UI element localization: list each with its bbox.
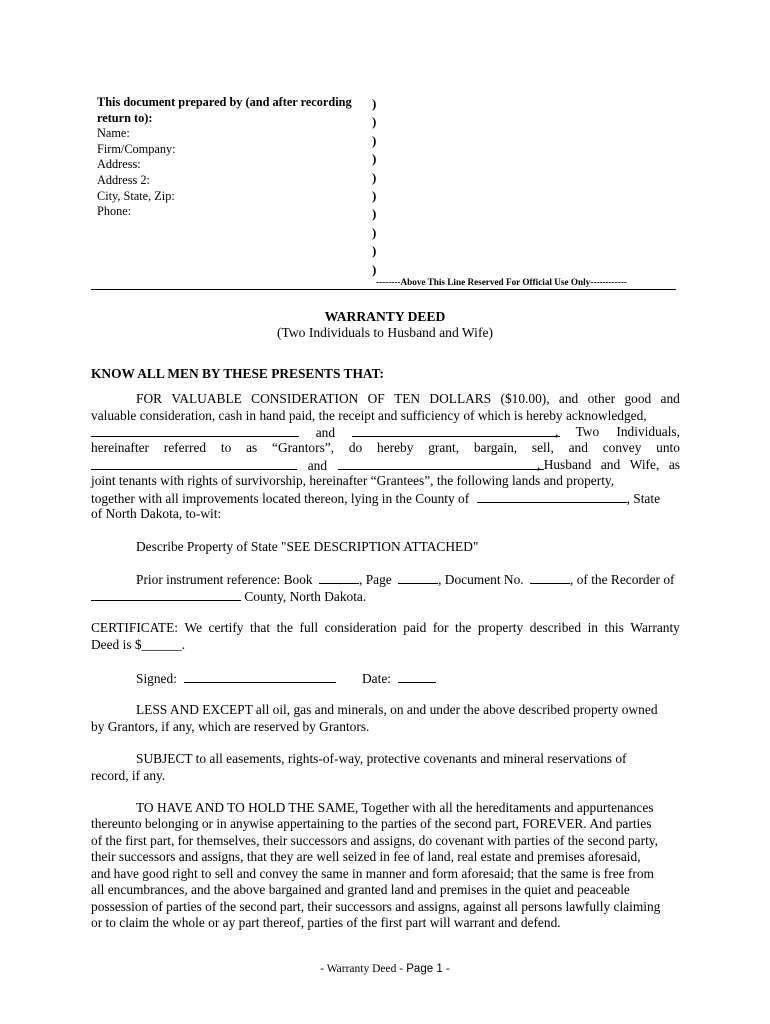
grantor-names-line [91,424,560,441]
grantee-2-blank[interactable] [338,457,544,470]
field-address-2: Address 2: [97,172,150,187]
grantee-1-blank[interactable] [91,457,297,470]
reserved-line-label: --------Above This Line Reserved For Official Use Only------------ [376,277,627,287]
word: do [348,440,363,455]
prepared-by-line-1: This document prepared by (and after recording [97,95,352,109]
word: “Grantors”, [272,440,335,455]
subject-line-1: SUBJECT to all easements, rights-of-way, protective covenants and mineral reservations of [136,751,627,766]
word: that [250,620,271,635]
paren: ) [372,224,377,240]
and-text: and [315,425,336,440]
grantee-names-line [91,457,544,474]
word: convey [602,440,642,455]
prior-page-label: , Page [359,572,392,587]
word: referred [163,440,207,455]
word: good [624,391,652,406]
word: as [668,457,680,472]
paren: ) [372,169,377,185]
county-text: together with all improvements located thereon, lying in the County of [91,491,470,506]
field-name: Name: [97,126,130,141]
word: to [220,440,232,455]
word: and [558,391,579,406]
bracket-column [372,95,376,279]
word: property [477,620,524,635]
county-blank[interactable] [477,490,627,503]
book-blank[interactable] [319,571,359,584]
word: hereinafter [91,440,149,455]
separator-rule [91,289,676,290]
word: grant, [428,440,460,455]
word: other [587,391,616,406]
habendum-line: thereunto belonging or in anywise appertaining to the parties of the second part, FOREVER. And parties [91,816,652,831]
word: consideration [324,620,397,635]
county-north-dakota-text: County, North Dakota. [244,589,367,604]
word: described [529,620,582,635]
habendum-line: possession of parties of the second part, their successors and assigns, against all persons lawfully claiming [91,899,661,914]
habendum-line: their successors and assigns, that they are well seized in fee of land, real estate and premises aforesaid, [91,849,641,864]
habendum-line: or to claim the whole or ay part thereof, parties of the first part will warrant and defend. [91,915,561,930]
word: TEN [394,391,421,406]
word: CONSIDERATION [251,391,359,406]
document-blank[interactable] [530,571,570,584]
certificate-line-1 [91,620,680,636]
paren: ) [372,243,377,259]
word: VALUABLE [171,391,242,406]
prior-document-label: , Document No. [438,572,524,587]
habendum-line: of the first part, for themselves, their successors and assigns, do covenant with parties of the second party, [91,833,658,848]
paren: ) [372,188,377,204]
word: hereby [377,440,414,455]
state-text: , State [626,491,661,506]
page-footer [0,963,770,975]
paren: ) [372,151,377,167]
husband-wife-text [537,457,680,473]
word: CERTIFICATE: [91,620,178,635]
prepared-by-line-2: return to): [97,110,153,125]
word: We [184,620,203,635]
word: certify [208,620,244,635]
word: bargain, [473,440,518,455]
prior-recorder-label: , of the Recorder of [570,572,675,587]
date-blank[interactable] [398,670,436,683]
signature-blank[interactable] [184,670,336,683]
word: FOR [136,391,163,406]
consideration-line-4 [91,440,680,456]
page-blank[interactable] [398,571,438,584]
describe-property-line: Describe Property of State "SEE DESCRIPTION ATTACHED" [136,539,479,554]
date-label: Date: [362,671,391,686]
field-firm: Firm/Company: [97,141,176,156]
field-phone: Phone: [97,204,132,219]
consideration-line-2: valuable consideration, cash in hand paid, the receipt and sufficiency of which is hereby acknowledged, [91,408,647,423]
word: unto [656,440,680,455]
consideration-line-6: joint tenants with rights of survivorship, hereinafter “Grantees”, the following lands and property, [91,473,615,488]
field-city-state-zip: City, State, Zip: [97,188,175,203]
county-line [91,490,660,507]
less-except-line-1: LESS AND EXCEPT all oil, gas and minerals, on and under the above described property owned [136,702,658,717]
deed-title: WARRANTY DEED [324,309,446,324]
habendum-line: and have good right to sell and convey the same in manner and form aforesaid; that the same is free from [91,866,654,881]
subject-line-2: record, if any. [91,768,166,783]
grantor-2-blank[interactable] [352,424,560,437]
word: Two [575,424,600,439]
word: , [555,424,559,439]
field-address: Address: [97,157,141,172]
word: Warranty [630,620,680,635]
paren: ) [372,206,377,222]
footer-doc-name: - Warranty Deed - [320,963,404,975]
preparer-block [97,95,367,220]
less-except-line-2: by Grantors, if any, which are reserved by Grantors. [91,719,370,734]
word: as [246,440,258,455]
word: , Husband [537,457,592,472]
habendum-line: TO HAVE AND TO HOLD THE SAME, Together with all the hereditaments and appurtenances [136,800,654,815]
two-individuals-text [555,424,680,440]
deed-subtitle: (Two Individuals to Husband and Wife) [276,325,494,340]
word: Wife, [629,457,660,472]
paren: ) [372,261,377,277]
word: paid [403,620,427,635]
word: OF [367,391,385,406]
paren: ) [372,114,377,130]
habendum-line: all encumbrances, and the above bargained and granted land and premises in the quiet and peaceable [91,882,630,897]
word: full [299,620,319,635]
certificate-line-2: Deed is $______. [91,637,186,652]
prior-book-label: Prior instrument reference: Book [136,572,313,587]
word: and [600,457,621,472]
grantor-1-blank[interactable] [91,424,299,437]
signed-label: Signed: [136,671,177,686]
word: and [660,391,680,406]
consideration-line-1 [136,391,680,407]
word: this [604,620,624,635]
word: and [568,440,588,455]
paren: ) [372,96,377,111]
consideration-line-8: of North Dakota, to-wit: [91,506,222,521]
paren: ) [372,132,377,148]
word: Individuals, [616,424,680,439]
recorder-county-blank[interactable] [91,588,241,601]
date-line [362,670,436,687]
footer-page-number: Page 1 [406,963,443,975]
know-all-men-heading: KNOW ALL MEN BY THESE PRESENTS THAT: [91,366,384,381]
word: sell, [531,440,554,455]
word: in [587,620,598,635]
word: the [276,620,293,635]
signed-line [136,670,336,687]
and-text: and [307,458,328,473]
prior-instrument-line [136,571,674,588]
word: DOLLARS [429,391,492,406]
word: for [432,620,449,635]
footer-dash: - [445,963,450,975]
word: the [454,620,472,635]
word: ($10.00), [500,391,550,406]
recorder-county-line [91,588,366,605]
